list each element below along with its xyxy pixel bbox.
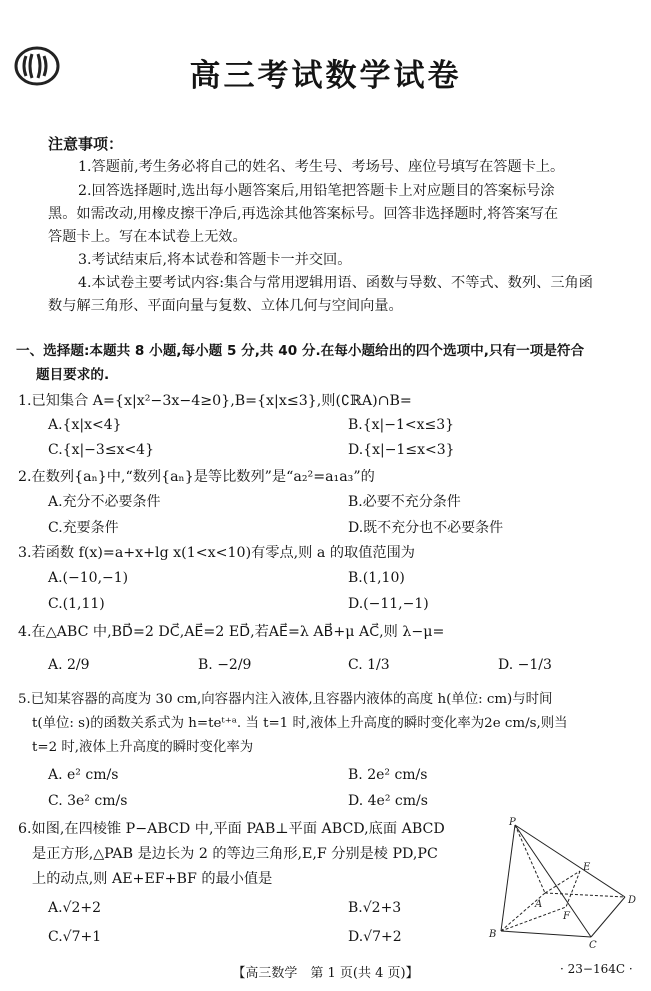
- option-d: D.(−11,−1): [348, 596, 429, 612]
- option-b: B.必要不充分条件: [348, 494, 461, 510]
- notice-line: 3.考试结束后,将本试卷和答题卡一并交回。: [78, 252, 352, 268]
- option-a: A.√2+2: [48, 900, 102, 916]
- notice-line: 答题卡上。写在本试卷上无效。: [48, 229, 247, 245]
- option-c: C.{x|−3≤x<4}: [48, 442, 154, 458]
- option-a: A. 2/9: [48, 657, 90, 673]
- question-stem: 2.在数列{aₙ}中,“数列{aₙ}是等比数列”是“a₂²=a₁a₃”的: [18, 469, 375, 485]
- question-stem: t(单位: s)的函数关系式为 h=teᵗ⁺ᵃ. 当 t=1 时,液体上升高度的瞬时变化率为2e cm/s,则当: [32, 716, 568, 731]
- option-b: B. −2/9: [198, 657, 252, 673]
- question-stem: 上的动点,则 AE+EF+BF 的最小值是: [32, 871, 273, 887]
- option-b: B.√2+3: [348, 900, 402, 916]
- label-e: E: [583, 862, 591, 873]
- option-c: C.充要条件: [48, 520, 119, 536]
- option-d: D.√7+2: [348, 929, 402, 945]
- notice-line: 4.本试卷主要考试内容:集合与常用逻辑用语、函数与导数、不等式、数列、三角函: [78, 275, 593, 291]
- page-title: 高三考试数学试卷: [189, 58, 462, 94]
- label-b: B: [489, 929, 497, 940]
- option-a: A.充分不必要条件: [48, 494, 161, 510]
- option-b: B.(1,10): [348, 570, 405, 586]
- option-c: C.(1,11): [48, 596, 105, 612]
- option-b: B. 2e² cm/s: [348, 767, 428, 783]
- label-a: A: [535, 899, 543, 910]
- option-a: A.(−10,−1): [48, 570, 129, 586]
- section-heading: 一、选择题:本题共 8 小题,每小题 5 分,共 40 分.在每小题给出的四个选项中,只有一项是符合: [16, 343, 585, 359]
- notice-heading: 注意事项：: [48, 135, 124, 153]
- question-stem: 3.若函数 f(x)=a+x+lg x(1<x<10)有零点,则 a 的取值范围为: [18, 545, 415, 561]
- option-c: C.√7+1: [48, 929, 102, 945]
- option-c: C. 1/3: [348, 657, 390, 673]
- question-stem: 6.如图,在四棱锥 P−ABCD 中,平面 PAB⊥平面 ABCD,底面 ABCD: [18, 821, 445, 837]
- section-heading-cont: 题目要求的.: [36, 367, 110, 383]
- page-footer: 【高三数学 第 1 页(共 4 页)】: [232, 966, 419, 981]
- notice-line: 2.回答选择题时,选出每小题答案后,用铅笔把答题卡上对应题目的答案标号涂: [78, 183, 555, 199]
- option-c: C. 3e² cm/s: [48, 793, 128, 809]
- pyramid-figure: [483, 815, 643, 950]
- question-stem: 4.在△ABC 中,BD⃗=2 DC⃗,AE⃗=2 ED⃗,若AE⃗=λ AB⃗+μ AC⃗,则 λ−μ=: [18, 624, 445, 640]
- question-stem: 是正方形,△PAB 是边长为 2 的等边三角形,E,F 分别是棱 PD,PC: [32, 846, 438, 862]
- exam-code: · 23−164C ·: [560, 962, 633, 976]
- option-a: A.{x|x<4}: [48, 417, 122, 433]
- label-p: P: [509, 817, 516, 828]
- option-d: D. 4e² cm/s: [348, 793, 428, 809]
- notice-line: 数与解三角形、平面向量与复数、立体几何与空间向量。: [48, 298, 403, 314]
- option-d: D. −1/3: [498, 657, 552, 673]
- option-d: D.{x|−1≤x<3}: [348, 442, 455, 458]
- option-a: A. e² cm/s: [48, 767, 119, 783]
- notice-line: 1.答题前,考生务必将自己的姓名、考生号、考场号、座位号填写在答题卡上。: [78, 159, 565, 175]
- question-stem: 5.已知某容器的高度为 30 cm,向容器内注入液体,且容器内液体的高度 h(单位: cm)与时间: [18, 692, 553, 707]
- label-c: C: [589, 940, 597, 950]
- label-f: F: [563, 911, 570, 922]
- label-d: D: [628, 895, 637, 906]
- notice-line: 黑。如需改动,用橡皮擦干净后,再选涂其他答案标号。回答非选择题时,将答案写在: [48, 206, 559, 222]
- question-stem: t=2 时,液体上升高度的瞬时变化率为: [32, 740, 254, 755]
- question-stem: 1.已知集合 A={x|x²−3x−4≥0},B={x|x≤3},则(∁ℝA)∩B=: [18, 393, 412, 409]
- option-b: B.{x|−1<x≤3}: [348, 417, 455, 433]
- option-d: D.既不充分也不必要条件: [348, 520, 504, 536]
